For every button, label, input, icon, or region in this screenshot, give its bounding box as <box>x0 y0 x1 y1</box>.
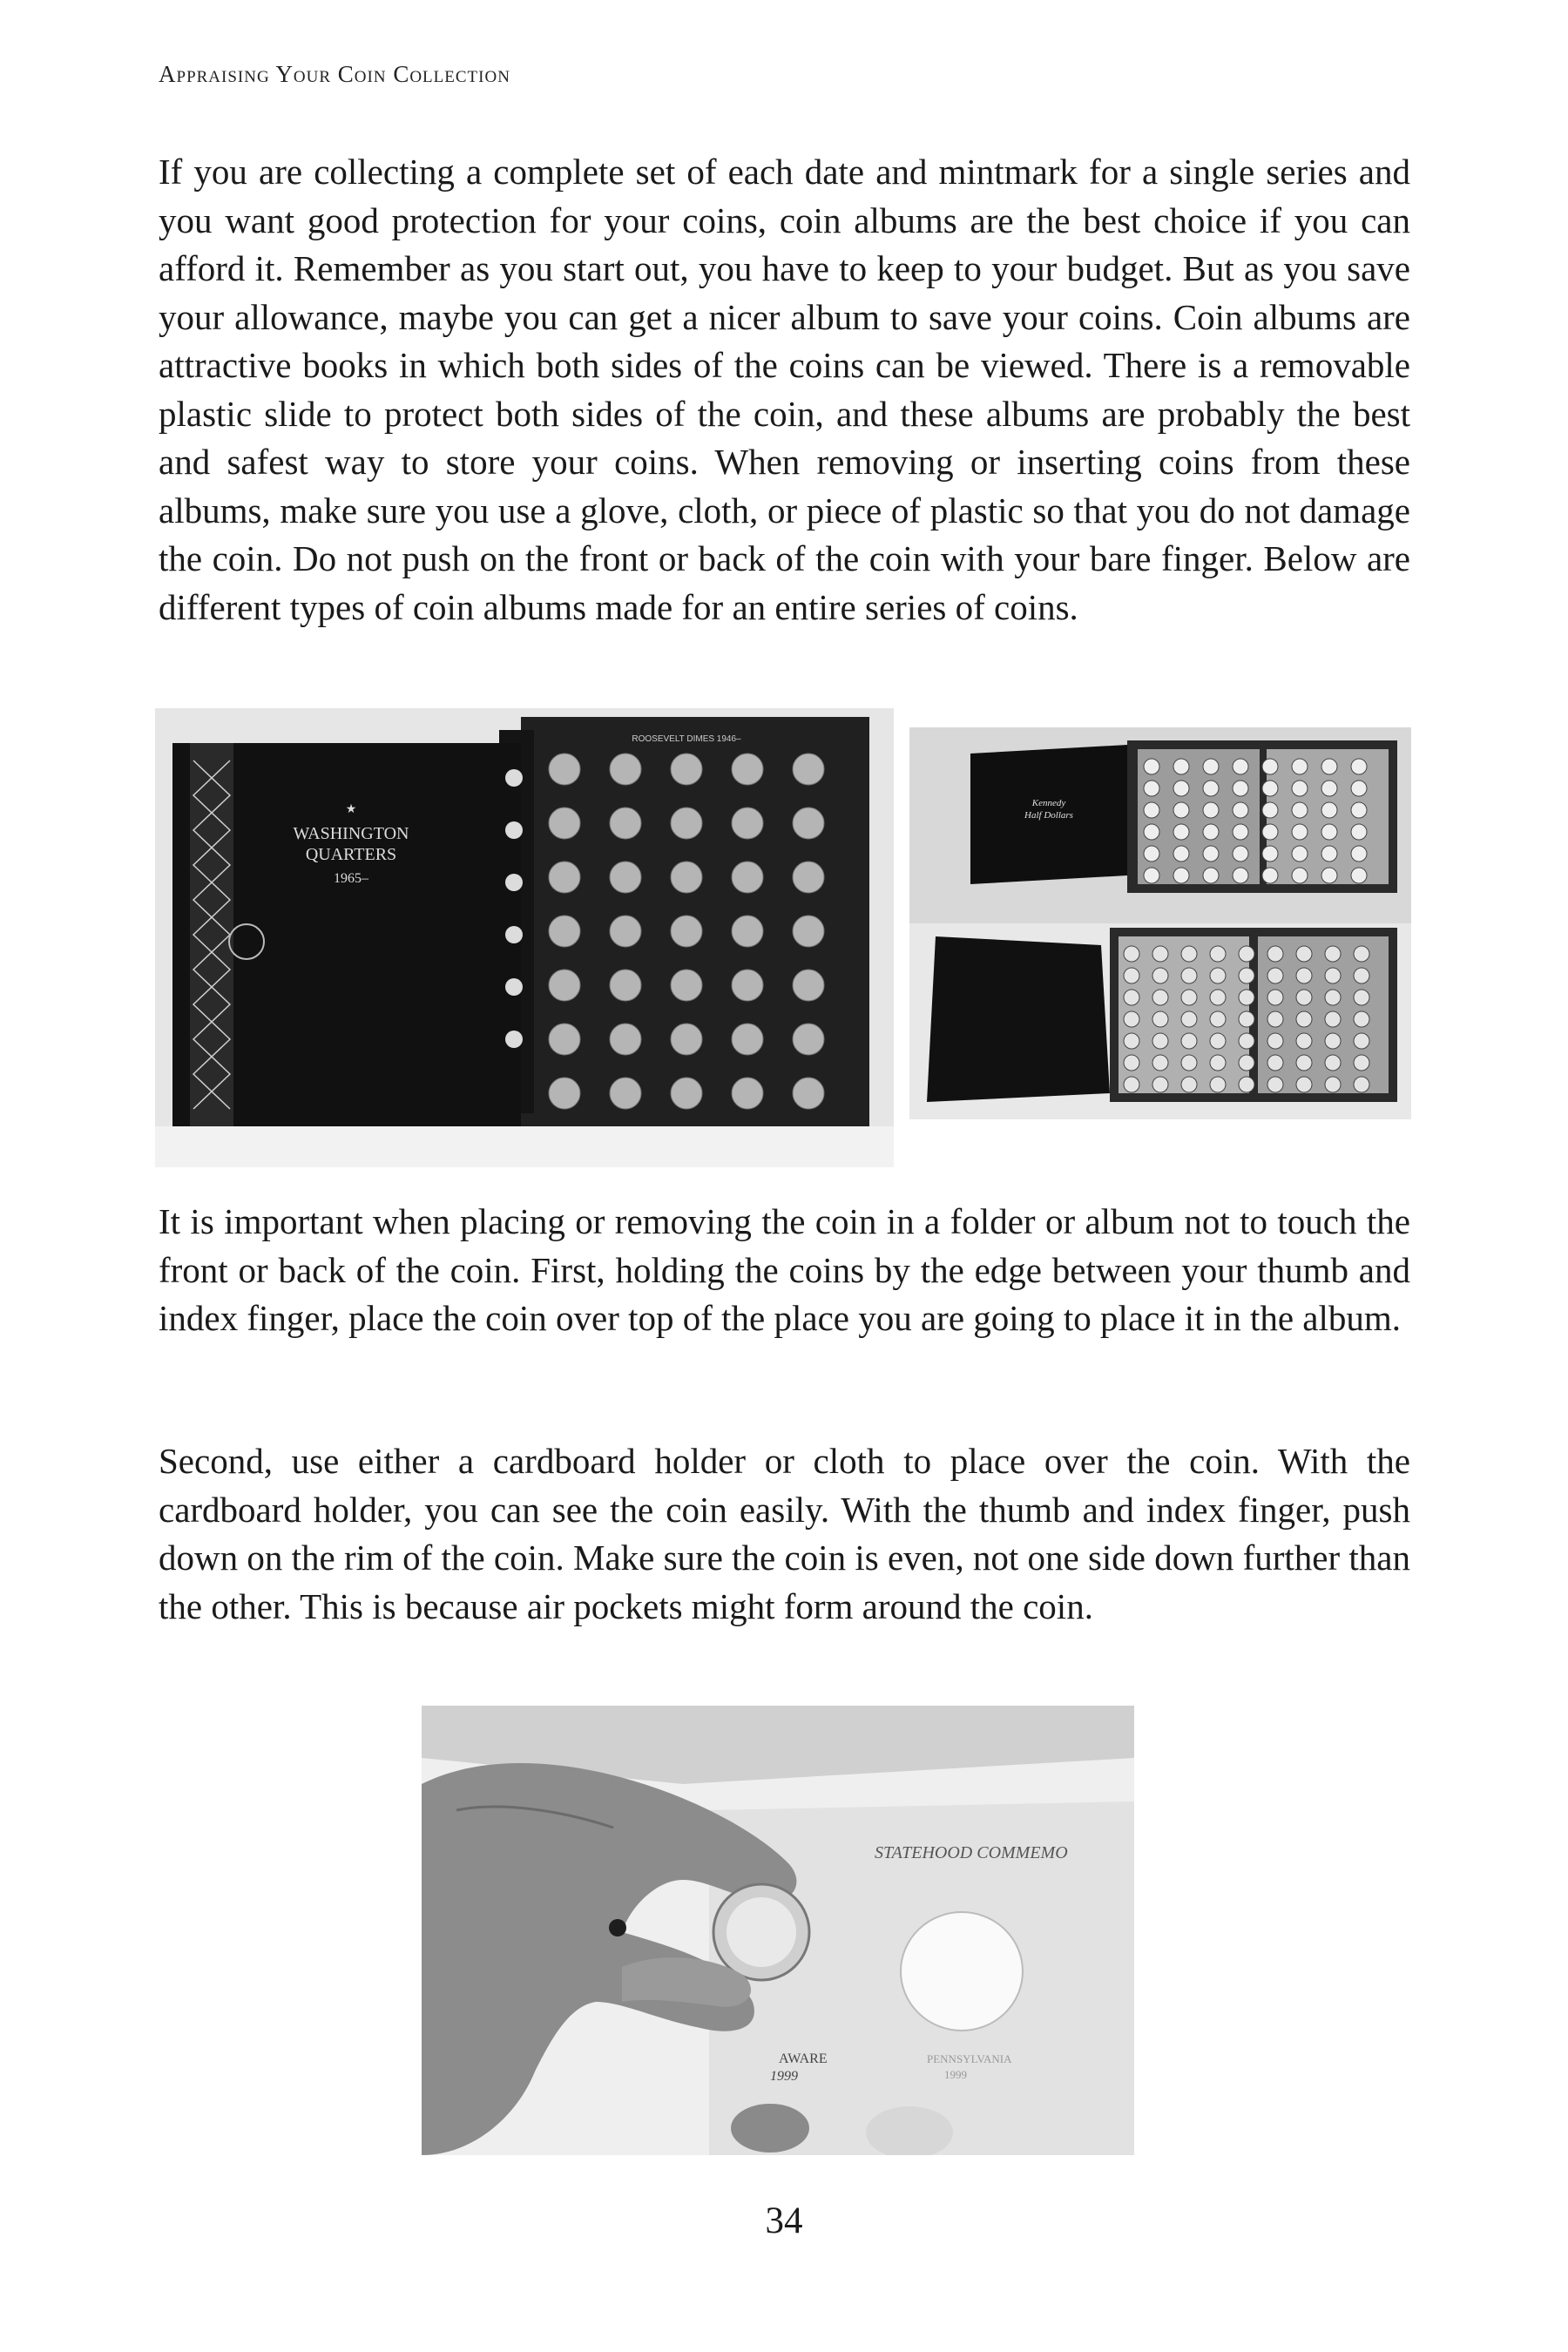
coin-slot <box>1181 990 1197 1005</box>
coin-slot <box>1181 946 1197 962</box>
coin-slot <box>1233 868 1248 883</box>
coin-slot <box>1144 802 1159 818</box>
coin-slot <box>1354 1077 1369 1092</box>
coin-slot <box>732 916 763 947</box>
coin-slot <box>1210 1055 1226 1071</box>
coin-slot <box>671 970 702 1001</box>
album-cover-star: ★ <box>345 803 357 816</box>
coin-slot <box>1152 946 1168 962</box>
coin-slot <box>549 808 580 839</box>
coin-slot <box>1173 846 1189 862</box>
coin-slot <box>1325 1033 1341 1049</box>
coin-slot <box>1321 868 1337 883</box>
coin-slot <box>1267 1033 1283 1049</box>
coin-slot <box>732 808 763 839</box>
coin-slot <box>1292 868 1308 883</box>
coin-slot <box>1239 1011 1254 1027</box>
coin-slot <box>1144 824 1159 840</box>
coin-slot <box>1292 824 1308 840</box>
coin-slot <box>1296 1033 1312 1049</box>
coin-slot <box>1152 990 1168 1005</box>
coin-slot <box>1181 968 1197 983</box>
coin-slot <box>732 1024 763 1055</box>
coin-slot <box>549 1024 580 1055</box>
coin-slot <box>1239 968 1254 983</box>
coin-slot <box>1173 781 1189 796</box>
coin-slot <box>1233 802 1248 818</box>
coin-slot <box>671 754 702 785</box>
coin-slot <box>1203 868 1219 883</box>
coin-slot <box>610 808 641 839</box>
coin-slot <box>1267 946 1283 962</box>
album-cover-line3: 1965– <box>334 871 368 886</box>
photo-hand-placing-quarter <box>422 1706 1134 2155</box>
coin-slot <box>610 754 641 785</box>
coin-slot <box>1354 1011 1369 1027</box>
photo-washington-quarters-album <box>155 708 894 1167</box>
running-header: Appraising Your Coin Collection <box>159 61 510 87</box>
coin-slot <box>1292 802 1308 818</box>
coin-slot <box>1262 846 1278 862</box>
coin-slot <box>1351 846 1367 862</box>
coin-slot <box>610 862 641 893</box>
coin-slot <box>1152 1055 1168 1071</box>
coin-slot <box>1239 1055 1254 1071</box>
coin-slot <box>1354 1055 1369 1071</box>
coin-slot <box>1152 1077 1168 1092</box>
photo-coin-albums-collage <box>909 727 1411 1119</box>
coin-slot <box>1262 781 1278 796</box>
coin-slot <box>1233 846 1248 862</box>
coin-slot <box>1354 946 1369 962</box>
holder-slot1-year: 1999 <box>770 2069 798 2084</box>
coin-slot <box>549 970 580 1001</box>
coin-slot <box>671 1078 702 1109</box>
holder-slot2-year: 1999 <box>944 2068 967 2081</box>
coin-slot <box>1262 824 1278 840</box>
holder-slot2-label: PENNSYLVANIA <box>927 2052 1012 2065</box>
coin-slot <box>1173 868 1189 883</box>
coin-slot <box>610 916 641 947</box>
coin-slot <box>1152 968 1168 983</box>
coin-slot <box>1351 824 1367 840</box>
coin-slot <box>549 1078 580 1109</box>
coin-slot <box>1321 781 1337 796</box>
coin-slot <box>1210 990 1226 1005</box>
coin-slot <box>1325 946 1341 962</box>
coin-slot <box>1351 781 1367 796</box>
paragraph-cardboard-holder: Second, use either a cardboard holder or cloth to place over the coin. With the cardboard holder, you can see the coin easily. With the thumb and index finger, push down on the rim of the coin. Make sure the coin is even, not one side down further than the other. This is because air pockets might form around the coin. <box>159 1441 1410 1626</box>
coin-slot <box>1296 968 1312 983</box>
coin-slot <box>1210 1011 1226 1027</box>
coin-slot <box>1124 1033 1139 1049</box>
coin-slot <box>1292 781 1308 796</box>
coin-slot <box>793 754 824 785</box>
coin-slot <box>732 1078 763 1109</box>
coin-slot <box>1325 1077 1341 1092</box>
coin-slot <box>549 916 580 947</box>
coin-slot <box>1144 868 1159 883</box>
coin-slot <box>1144 781 1159 796</box>
paragraph-placing-coin: It is important when placing or removing the coin in a folder or album not to touch the front or back of the coin. First, holding the coins by the edge between your thumb and index finger, place the coin over top of the place you are going to place it in the album. <box>159 1201 1410 1338</box>
coin-slot <box>1296 1011 1312 1027</box>
coin-slot <box>1325 968 1341 983</box>
coin-slot <box>1144 759 1159 774</box>
coin-slot <box>1267 1011 1283 1027</box>
coin-slot <box>1144 846 1159 862</box>
coin-slot <box>549 754 580 785</box>
coin-slot <box>1173 759 1189 774</box>
coin-slot <box>1354 968 1369 983</box>
coin-slot <box>1325 1011 1341 1027</box>
coin-slot <box>793 862 824 893</box>
coin-slot <box>1296 1055 1312 1071</box>
albums2-cover-line1: Kennedy <box>1031 798 1066 808</box>
coin-slot <box>793 970 824 1001</box>
coin-slot <box>1233 824 1248 840</box>
coin-slot <box>1267 990 1283 1005</box>
coin-slot <box>1203 781 1219 796</box>
coin-slot <box>1203 846 1219 862</box>
coin-slot <box>1351 868 1367 883</box>
coin-slot <box>1267 1055 1283 1071</box>
coin-slot <box>1239 1033 1254 1049</box>
coin-slot <box>1296 1077 1312 1092</box>
coin-slot <box>1262 802 1278 818</box>
coin-slot <box>793 1078 824 1109</box>
coin-slot <box>1124 968 1139 983</box>
coin-slot <box>671 916 702 947</box>
coin-slot <box>732 754 763 785</box>
coin-slot <box>1210 1033 1226 1049</box>
coin-slot <box>1203 759 1219 774</box>
coin-slot <box>1262 868 1278 883</box>
coin-slot <box>1292 759 1308 774</box>
coin-slot <box>610 1078 641 1109</box>
coin-slot <box>1321 824 1337 840</box>
album-cover-line1: WASHINGTON <box>293 824 409 843</box>
coin-slot <box>1233 759 1248 774</box>
coin-slot <box>732 862 763 893</box>
coin-slot <box>671 862 702 893</box>
coin-slot <box>1354 990 1369 1005</box>
coin-slot <box>1292 846 1308 862</box>
coin-slot <box>549 862 580 893</box>
coin-slot <box>1203 824 1219 840</box>
coin-slot <box>1321 802 1337 818</box>
coin-slot <box>610 970 641 1001</box>
coin-slot <box>1173 802 1189 818</box>
coin-slot <box>1267 1077 1283 1092</box>
coin-slot <box>1325 990 1341 1005</box>
coin-slot <box>1351 802 1367 818</box>
coin-slot <box>1233 781 1248 796</box>
coin-slot <box>1267 968 1283 983</box>
coin-slot <box>1239 1077 1254 1092</box>
coin-slot <box>1152 1033 1168 1049</box>
coin-slot <box>1296 990 1312 1005</box>
coin-slot <box>1203 802 1219 818</box>
coin-slot <box>1173 824 1189 840</box>
coin-slot <box>1181 1033 1197 1049</box>
coin-slot <box>793 1024 824 1055</box>
coin-slot <box>1239 990 1254 1005</box>
album-cover-line2: QUARTERS <box>305 845 397 864</box>
coin-slot <box>1124 946 1139 962</box>
coin-slot <box>793 916 824 947</box>
coin-slot <box>1181 1055 1197 1071</box>
coin-slot <box>793 808 824 839</box>
album-page-header: ROOSEVELT DIMES 1946– <box>632 734 741 744</box>
coin-slot <box>1325 1055 1341 1071</box>
albums2-cover-line2: Half Dollars <box>1024 810 1073 821</box>
coin-slot <box>1321 759 1337 774</box>
page-number: 34 <box>765 2200 803 2241</box>
coin-slot <box>1262 759 1278 774</box>
coin-slot <box>1124 1055 1139 1071</box>
coin-slot <box>1321 846 1337 862</box>
paragraph-coin-albums: If you are collecting a complete set of each date and mintmark for a single series and you want good protection for your coins, coin albums are the best choice if you can afford it. Remember as you start out, you have to keep to your budget. But as you save your allowance, maybe you can get a nicer album to save your coins. Coin albums are attractive books in which both sides of the coins can be viewed. There is a removable plastic slide to protect both sides of the coin, and these albums are probably the best and safest way to store your coins. When removing or inserting coins from these albums, make sure you use a glove, cloth, or piece of plastic so that you do not damage the coin. Do not push on the front or back of the coin with your bare finger. Below are different types of coin albums made for an entire series of coins. <box>159 152 1410 627</box>
coin-slot <box>671 1024 702 1055</box>
holder-slot1-label: AWARE <box>779 2051 828 2066</box>
coin-slot <box>1351 759 1367 774</box>
coin-slot <box>1124 1011 1139 1027</box>
coin-slot <box>1181 1077 1197 1092</box>
coin-slot <box>1210 946 1226 962</box>
coin-slot <box>1210 1077 1226 1092</box>
coin-slot <box>1296 946 1312 962</box>
coin-slot <box>1181 1011 1197 1027</box>
coin-slot <box>732 970 763 1001</box>
coin-slot <box>610 1024 641 1055</box>
coin-slot <box>1354 1033 1369 1049</box>
coin-slot <box>1210 968 1226 983</box>
coin-slot <box>1124 1077 1139 1092</box>
coin-slot <box>1239 946 1254 962</box>
coin-slot <box>671 808 702 839</box>
coin-slot <box>1152 1011 1168 1027</box>
coin-slot <box>1124 990 1139 1005</box>
holder-title: STATEHOOD COMMEMO <box>875 1843 1068 1862</box>
